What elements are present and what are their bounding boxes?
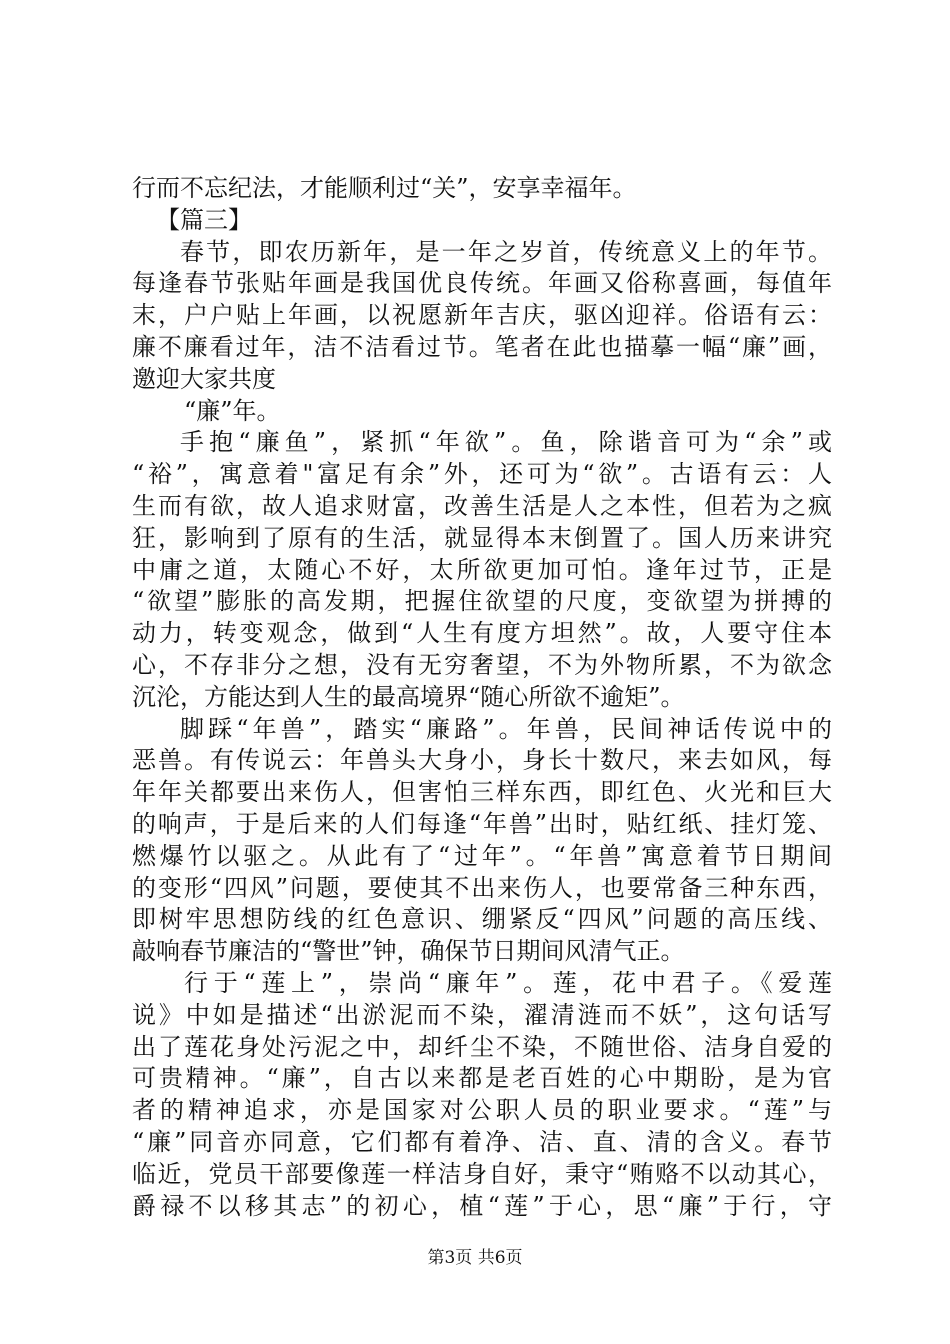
text-line: 春节，即农历新年，是一年之岁首，传统意义上的年节。 <box>180 237 832 266</box>
text-line: “裕”，寓意着"富足有余”外，还可为“欲”。古语有云：人 <box>132 460 832 489</box>
text-line: 狂，影响到了原有的生活，就显得本末倒置了。国人历来讲究 <box>132 523 832 552</box>
text-line: 出了莲花身处污泥之中，却纤尘不染，不随世俗、洁身自爱的 <box>132 1032 832 1061</box>
text-line: 说》中如是描述“出淤泥而不染，濯清涟而不妖”，这句话写 <box>132 1000 832 1029</box>
text-line: 敲响春节廉洁的“警世”钟，确保节日期间风清气正。 <box>132 937 685 966</box>
text-line: 爵禄不以移其志”的初心，植“莲”于心，思“廉”于行，守 <box>132 1191 832 1220</box>
text-line: 生而有欲，故人追求财富，改善生活是人之本性，但若为之疯 <box>132 491 832 520</box>
text-line: 心，不存非分之想，没有无穷奢望，不为外物所累，不为欲念 <box>132 650 832 679</box>
text-line: 沉沦，方能达到人生的最高境界“随心所欲不逾矩”。 <box>132 682 685 711</box>
text-line: 脚踩“年兽”，踏实“廉路”。年兽，民间神话传说中的 <box>180 714 832 743</box>
text-line: 可贵精神。“廉”，自古以来都是老百姓的心中期盼，是为官 <box>132 1064 832 1093</box>
text-line: “廉”年。 <box>184 396 281 425</box>
text-line: “欲望”膨胀的高发期，把握住欲望的尺度，变欲望为拼搏的 <box>132 587 832 616</box>
text-line: 临近，党员干部要像莲一样洁身自好，秉守“贿赂不以动其心， <box>132 1159 832 1188</box>
document-body <box>132 173 832 1222</box>
text-line: 廉不廉看过年，洁不洁看过节。笔者在此也描摹一幅“廉”画， <box>132 332 832 361</box>
page-footer: 第3页 共6页 <box>427 1248 523 1268</box>
text-line: 每逢春节张贴年画是我国优良传统。年画又俗称喜画，每值年 <box>132 269 832 298</box>
text-line: 的响声，于是后来的人们每逢“年兽”出时，贴红纸、挂灯笼、 <box>132 809 832 838</box>
text-line: 末，户户贴上年画，以祝愿新年吉庆，驱凶迎祥。俗语有云： <box>132 301 832 330</box>
text-line: 即树牢思想防线的红色意识、绷紧反“四风”问题的高压线、 <box>132 905 832 934</box>
text-line: 【篇三】 <box>156 205 252 234</box>
text-line: 燃爆竹以驱之。从此有了“过年”。“年兽”寓意着节日期间 <box>132 841 832 870</box>
text-line: 中庸之道，太随心不好，太所欲更加可怕。逢年过节，正是 <box>132 555 832 584</box>
text-line: 邀迎大家共度 <box>132 364 276 393</box>
text-line: 动力，转变观念，做到“人生有度方坦然”。故，人要守住本 <box>132 619 832 648</box>
text-line: “廉”同音亦同意，它们都有着净、洁、直、清的含义。春节 <box>132 1127 832 1156</box>
text-line: 的变形“四风”问题，要使其不出来伤人，也要常备三种东西， <box>132 873 832 902</box>
text-line: 行而不忘纪法，才能顺利过“关”，安享幸福年。 <box>132 174 637 202</box>
text-line: 者的精神追求，亦是国家对公职人员的职业要求。“莲”与 <box>132 1096 832 1125</box>
text-line: 年年关都要出来伤人，但害怕三样东西，即红色、火光和巨大 <box>132 778 832 807</box>
text-line: 行于“莲上”，崇尚“廉年”。莲，花中君子。《爱莲 <box>184 968 832 997</box>
text-line: 恶兽。有传说云：年兽头大身小，身长十数尺，来去如风，每 <box>132 746 832 775</box>
text-line: 手抱“廉鱼”，紧抓“年欲”。鱼，除谐音可为“余”或 <box>180 428 832 457</box>
